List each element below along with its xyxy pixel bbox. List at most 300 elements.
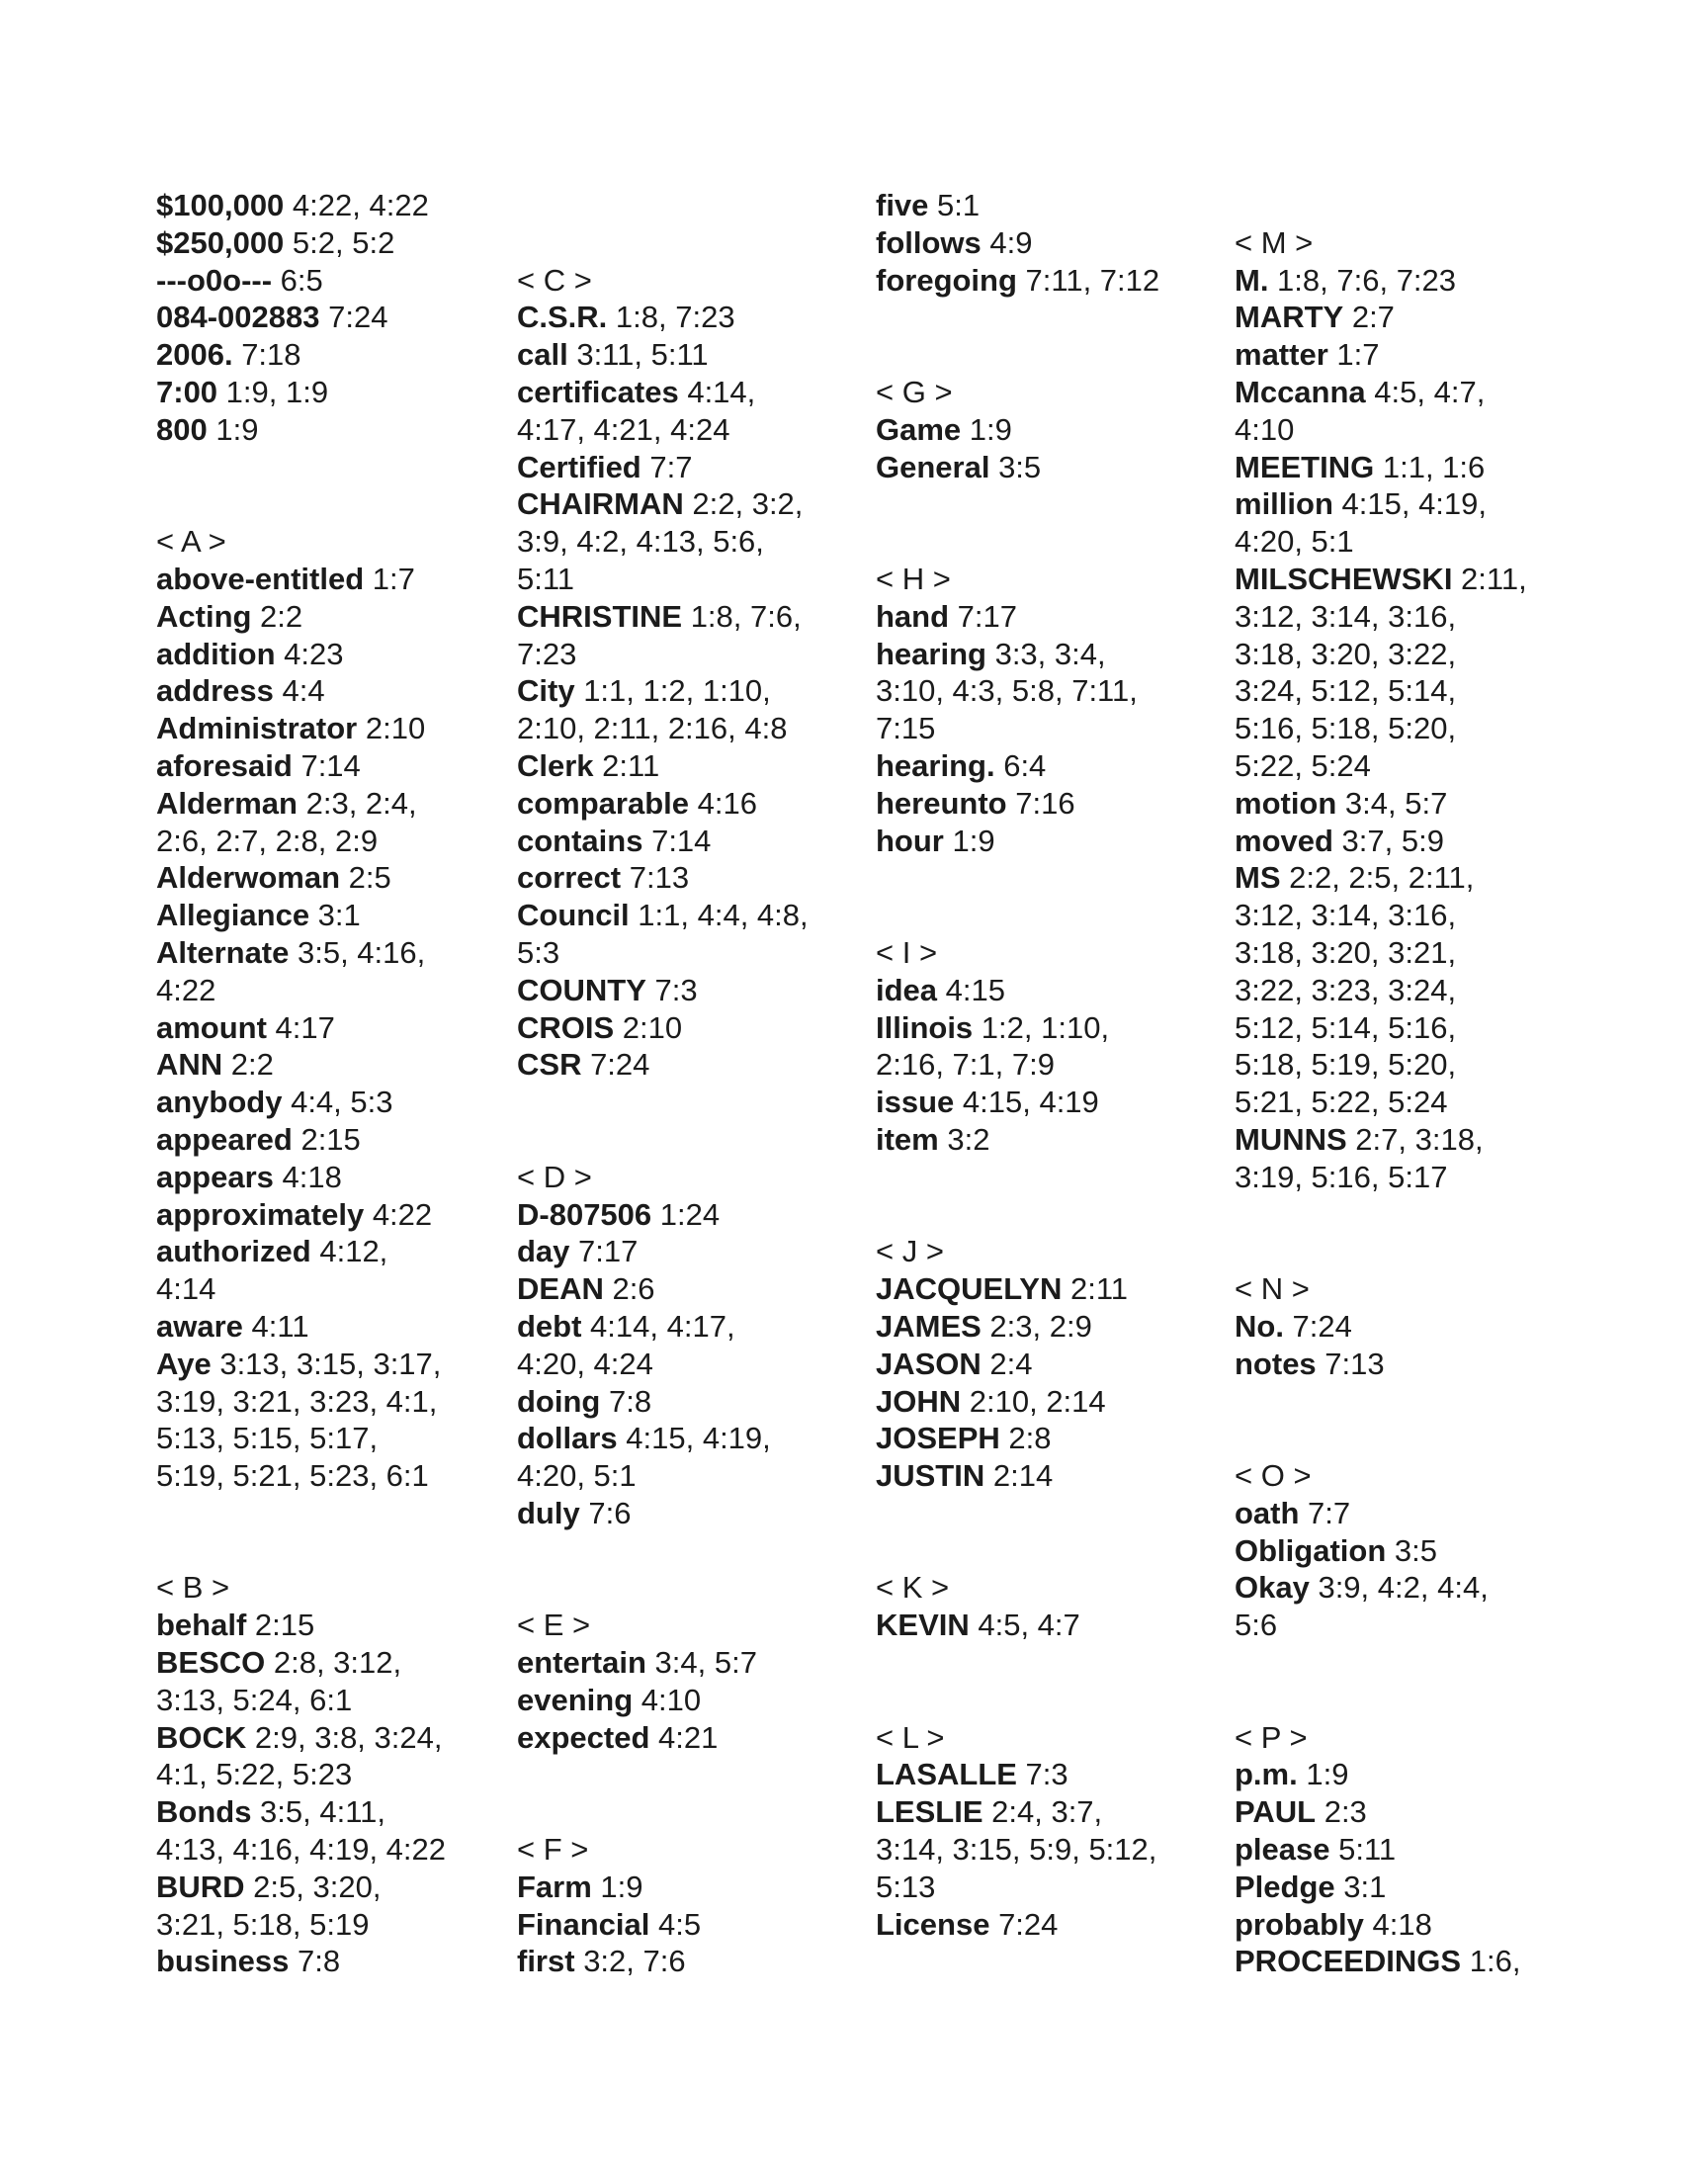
- page-line-refs: 3:21, 5:18, 5:19: [156, 1906, 370, 1942]
- index-term: LASALLE: [876, 1757, 1017, 1792]
- blank-line: [876, 1532, 1232, 1570]
- index-entry-continuation: [156, 972, 512, 1009]
- index-entry: [876, 972, 1232, 1009]
- index-entry: [156, 1233, 512, 1270]
- page-line-refs: 1:8, 7:6,: [682, 598, 802, 634]
- index-entry: [517, 1420, 873, 1457]
- page-line-refs: 4:10: [1235, 411, 1295, 447]
- page-line-refs: 4:4: [273, 673, 325, 709]
- index-term: Bonds: [156, 1794, 252, 1830]
- index-term: Alternate: [156, 934, 290, 970]
- index-entry: [517, 1270, 873, 1308]
- index-entry-continuation: [517, 523, 873, 561]
- index-entry-continuation: [156, 1457, 512, 1495]
- index-entry: [156, 1719, 512, 1757]
- index-term: 7:00: [156, 374, 218, 409]
- index-term: Administrator: [156, 711, 358, 746]
- index-term: MUNNS: [1235, 1121, 1347, 1157]
- index-entry-continuation: [1235, 523, 1610, 561]
- page-line-refs: 4:5, 4:7,: [1365, 374, 1486, 409]
- section-letter-header: [876, 1719, 1232, 1757]
- index-entry: [1235, 262, 1610, 300]
- page-line-refs: 2:16, 7:1, 7:9: [876, 1047, 1055, 1083]
- index-term: duly: [517, 1495, 580, 1530]
- section-letter: < G >: [876, 374, 953, 409]
- page-line-refs: 3:19, 5:16, 5:17: [1235, 1159, 1448, 1194]
- page-line-refs: 5:19, 5:21, 5:23, 6:1: [156, 1458, 429, 1494]
- page-line-refs: 3:1: [1334, 1869, 1387, 1904]
- index-entry: [156, 561, 512, 598]
- index-entry: [876, 1308, 1232, 1346]
- index-term: 800: [156, 411, 208, 447]
- page-line-refs: 2:8: [999, 1421, 1052, 1456]
- page-line-refs: 6:5: [272, 262, 323, 298]
- section-letter-header: [876, 1569, 1232, 1607]
- index-entry: [876, 411, 1232, 449]
- index-entry: [876, 823, 1232, 860]
- index-entry: [517, 299, 873, 336]
- index-entry-continuation: [1235, 598, 1610, 636]
- blank-line: [876, 897, 1232, 934]
- index-entry: [876, 1457, 1232, 1495]
- index-term: PROCEEDINGS: [1235, 1944, 1462, 1979]
- page-line-refs: 7:24: [581, 1047, 650, 1083]
- page-line-refs: 5:13: [876, 1869, 936, 1904]
- index-entry: [876, 1346, 1232, 1383]
- index-term: Mccanna: [1235, 374, 1366, 409]
- blank-line: [876, 1495, 1232, 1532]
- index-term: 084-002883: [156, 300, 320, 335]
- page-line-refs: 3:3, 3:4,: [985, 636, 1106, 671]
- page-line-refs: 1:9: [207, 411, 259, 447]
- page-line-refs: 3:5: [989, 449, 1042, 484]
- index-entry-continuation: [1235, 934, 1610, 972]
- index-term: MILSCHEWSKI: [1235, 561, 1453, 596]
- index-column-4: [1235, 187, 1610, 1980]
- index-entry: [517, 1869, 873, 1906]
- page-line-refs: 2:6: [603, 1271, 655, 1307]
- page-line-refs: 4:17, 4:21, 4:24: [517, 411, 730, 447]
- index-entry: [156, 672, 512, 710]
- page-line-refs: 2:11: [593, 747, 660, 783]
- index-term: hand: [876, 598, 950, 634]
- index-entry-continuation: [156, 823, 512, 860]
- index-term: aforesaid: [156, 747, 293, 783]
- index-term: above-entitled: [156, 561, 365, 596]
- index-entry: [1235, 1569, 1610, 1607]
- page-line-refs: 4:18: [1363, 1906, 1432, 1942]
- index-term: PAUL: [1235, 1794, 1317, 1830]
- page-line-refs: 5:1: [928, 188, 981, 222]
- index-entry: [517, 449, 873, 486]
- index-entry: [1235, 823, 1610, 860]
- page-line-refs: 2:3, 2:9: [981, 1308, 1092, 1344]
- index-entry: [876, 1420, 1232, 1457]
- index-term: hearing.: [876, 747, 995, 783]
- index-term: authorized: [156, 1234, 311, 1269]
- page-line-refs: 2:7, 3:18,: [1346, 1121, 1484, 1157]
- page-line-refs: 3:11, 5:11: [567, 337, 709, 373]
- page-line-refs: 4:17: [266, 1009, 335, 1045]
- page-line-refs: 1:9: [591, 1869, 643, 1904]
- index-term: $250,000: [156, 224, 285, 260]
- index-entry: [156, 710, 512, 747]
- index-term: MARTY: [1235, 300, 1344, 335]
- page-line-refs: 1:2, 1:10,: [973, 1009, 1110, 1045]
- blank-line: [156, 485, 512, 523]
- page-line-refs: 7:7: [640, 449, 693, 484]
- index-term: business: [156, 1944, 290, 1979]
- page-line-refs: 4:15, 4:19: [954, 1085, 1099, 1120]
- page-line-refs: 4:21: [649, 1719, 719, 1755]
- index-entry: [876, 636, 1232, 673]
- index-term: certificates: [517, 374, 679, 409]
- index-term: matter: [1235, 337, 1328, 373]
- page-line-refs: 3:22, 3:23, 3:24,: [1235, 972, 1457, 1007]
- page-line-refs: 3:5: [1386, 1532, 1437, 1568]
- index-entry-continuation: [517, 934, 873, 972]
- index-entry: [517, 1943, 873, 1980]
- index-entry: [517, 823, 873, 860]
- page-line-refs: 2:5: [340, 860, 391, 896]
- index-entry: [876, 1607, 1232, 1644]
- index-term: foregoing: [876, 262, 1017, 298]
- index-entry: [876, 1270, 1232, 1308]
- index-entry-continuation: [1235, 1607, 1610, 1644]
- page-line-refs: 4:22: [156, 972, 216, 1007]
- index-term: CHAIRMAN: [517, 486, 684, 522]
- index-entry: [156, 411, 512, 449]
- index-entry: [156, 1793, 512, 1831]
- section-letter: < A >: [156, 524, 226, 560]
- index-term: million: [1235, 486, 1333, 522]
- index-term: motion: [1235, 785, 1337, 821]
- index-term: please: [1235, 1832, 1330, 1868]
- index-entry: [517, 1308, 873, 1346]
- index-term: General: [876, 449, 990, 484]
- index-term: appears: [156, 1159, 274, 1194]
- section-letter-header: [156, 1569, 512, 1607]
- blank-line: [517, 1793, 873, 1831]
- index-entry-continuation: [1235, 1084, 1610, 1121]
- index-term: Alderwoman: [156, 860, 341, 896]
- index-term: follows: [876, 224, 982, 260]
- index-term: Allegiance: [156, 898, 310, 933]
- index-entry: [156, 187, 512, 224]
- index-entry: [1235, 1869, 1610, 1906]
- index-entry: [1235, 859, 1610, 897]
- page-line-refs: 5:11: [517, 561, 575, 596]
- page-line-refs: 3:18, 3:20, 3:22,: [1235, 636, 1457, 671]
- page-line-refs: 3:7, 5:9: [1332, 823, 1444, 858]
- page-line-refs: 4:11: [242, 1308, 309, 1344]
- page-line-refs: 4:9: [981, 224, 1033, 260]
- index-term: approximately: [156, 1196, 365, 1232]
- index-term: JASON: [876, 1346, 982, 1381]
- section-letter-header: [876, 561, 1232, 598]
- page-line-refs: 1:24: [651, 1196, 721, 1232]
- index-entry: [517, 1682, 873, 1719]
- page-line-refs: 4:20, 5:1: [517, 1458, 637, 1494]
- page-line-refs: 4:12,: [310, 1234, 388, 1269]
- page-line-refs: 3:5, 4:11,: [251, 1794, 386, 1830]
- page-line-refs: 4:15, 4:19,: [617, 1421, 771, 1456]
- blank-line: [517, 1532, 873, 1570]
- index-entry: [1235, 1121, 1610, 1159]
- page-line-refs: 7:17: [949, 598, 1018, 634]
- page-line-refs: 1:9: [943, 823, 995, 858]
- index-entry: [156, 336, 512, 374]
- page-line-refs: 3:5, 4:16,: [289, 934, 426, 970]
- page-line-refs: 7:8: [600, 1383, 652, 1419]
- blank-line: [876, 1196, 1232, 1234]
- index-entry-continuation: [517, 1457, 873, 1495]
- index-term: hearing: [876, 636, 986, 671]
- index-entry-continuation: [517, 636, 873, 673]
- index-entry: [156, 1196, 512, 1234]
- page-line-refs: 7:8: [289, 1944, 341, 1979]
- index-term: day: [517, 1234, 570, 1269]
- page-line-refs: 4:20, 4:24: [517, 1346, 653, 1381]
- page-line-refs: 2:4: [981, 1346, 1033, 1381]
- page-line-refs: 3:2, 7:6: [574, 1944, 686, 1979]
- page-line-refs: 2:4, 3:7,: [982, 1794, 1103, 1830]
- index-term: Clerk: [517, 747, 594, 783]
- page-line-refs: 2:3: [1316, 1794, 1367, 1830]
- index-term: 2006.: [156, 337, 233, 373]
- page-line-refs: 3:12, 3:14, 3:16,: [1235, 598, 1457, 634]
- index-entry: [1235, 449, 1610, 486]
- page-line-refs: 3:14, 3:15, 5:9, 5:12,: [876, 1832, 1157, 1868]
- page-line-refs: 7:24: [989, 1906, 1059, 1942]
- index-entry-continuation: [1235, 672, 1610, 710]
- blank-line: [876, 523, 1232, 561]
- index-term: CROIS: [517, 1009, 615, 1045]
- index-term: M.: [1235, 262, 1269, 298]
- section-letter: < D >: [517, 1159, 592, 1194]
- index-entry: [156, 934, 512, 972]
- index-entry: [517, 672, 873, 710]
- index-term: Certified: [517, 449, 641, 484]
- blank-line: [1235, 1420, 1610, 1457]
- index-term: idea: [876, 972, 938, 1007]
- index-term: oath: [1235, 1495, 1300, 1530]
- index-term: DEAN: [517, 1271, 604, 1307]
- page-line-refs: 1:1, 1:2, 1:10,: [574, 673, 771, 709]
- page-line-refs: 2:10, 2:11, 2:16, 4:8: [517, 711, 788, 746]
- blank-line: [876, 859, 1232, 897]
- index-term: JOSEPH: [876, 1421, 1000, 1456]
- index-entry: [517, 897, 873, 934]
- blank-line: [876, 1682, 1232, 1719]
- index-entry: [517, 485, 873, 523]
- index-term: $100,000: [156, 188, 285, 222]
- page-line-refs: 1:7: [1327, 337, 1380, 373]
- index-term: MEETING: [1235, 449, 1375, 484]
- page-line-refs: 3:9, 4:2, 4:4,: [1309, 1570, 1489, 1606]
- page-line-refs: 2:2, 3:2,: [683, 486, 804, 522]
- page-line-refs: 1:7: [364, 561, 415, 596]
- index-entry: [517, 1196, 873, 1234]
- index-term: issue: [876, 1085, 955, 1120]
- index-term: dollars: [517, 1421, 618, 1456]
- page-line-refs: 4:16: [689, 785, 757, 821]
- index-term: CHRISTINE: [517, 598, 683, 634]
- index-entry-continuation: [156, 1420, 512, 1457]
- index-term: comparable: [517, 785, 690, 821]
- index-term: Council: [517, 898, 630, 933]
- page-line-refs: 1:9: [1297, 1757, 1349, 1792]
- section-letter-header: [876, 1233, 1232, 1270]
- page-line-refs: 5:13, 5:15, 5:17,: [156, 1421, 379, 1456]
- index-term: addition: [156, 636, 276, 671]
- page-line-refs: 7:16: [1006, 785, 1075, 821]
- section-letter: < P >: [1235, 1719, 1308, 1755]
- blank-line: [1235, 1383, 1610, 1421]
- page-line-refs: 2:5, 3:20,: [244, 1869, 382, 1904]
- index-term: behalf: [156, 1608, 247, 1643]
- page-line-refs: 7:13: [621, 860, 690, 896]
- section-letter: < L >: [876, 1719, 945, 1755]
- page-line-refs: 5:12, 5:14, 5:16,: [1235, 1009, 1457, 1045]
- index-term: ANN: [156, 1047, 223, 1083]
- page-line-refs: 2:3, 2:4,: [297, 785, 417, 821]
- page-line-refs: 4:23: [275, 636, 344, 671]
- blank-line: [1235, 187, 1610, 224]
- index-term: JOHN: [876, 1383, 962, 1419]
- blank-line: [156, 449, 512, 486]
- page-line-refs: 5:3: [517, 934, 560, 970]
- index-entry: [156, 1644, 512, 1682]
- blank-line: [876, 1159, 1232, 1196]
- page-line-refs: 2:15: [246, 1608, 315, 1643]
- index-entry: [156, 262, 512, 300]
- index-term: LESLIE: [876, 1794, 983, 1830]
- page-line-refs: 3:1: [309, 898, 361, 933]
- page-line-refs: 4:22, 4:22: [284, 188, 429, 222]
- index-entry: [156, 374, 512, 411]
- page-line-refs: 4:14: [156, 1271, 216, 1307]
- page-line-refs: 4:5: [649, 1906, 702, 1942]
- index-entry: [1235, 561, 1610, 598]
- index-entry: [876, 1084, 1232, 1121]
- index-entry-continuation: [1235, 636, 1610, 673]
- section-letter: < B >: [156, 1570, 230, 1606]
- index-entry: [876, 1383, 1232, 1421]
- section-letter: < E >: [517, 1608, 591, 1643]
- page-line-refs: 4:15: [937, 972, 1005, 1007]
- index-entry: [876, 1009, 1232, 1047]
- blank-line: [517, 1121, 873, 1159]
- index-entry: [876, 187, 1232, 224]
- index-entry: [517, 1383, 873, 1421]
- index-entry: [156, 859, 512, 897]
- index-entry: [876, 1906, 1232, 1944]
- index-term: hour: [876, 823, 944, 858]
- index-term: JAMES: [876, 1308, 982, 1344]
- page-line-refs: 1:8, 7:23: [607, 300, 735, 335]
- index-term: City: [517, 673, 575, 709]
- index-entry: [156, 1046, 512, 1084]
- page-line-refs: 4:5, 4:7: [969, 1608, 1080, 1643]
- index-entry-continuation: [1235, 1159, 1610, 1196]
- index-entry-continuation: [876, 1869, 1232, 1906]
- page-line-refs: 5:6: [1235, 1608, 1278, 1643]
- page-line-refs: 4:13, 4:16, 4:19, 4:22: [156, 1832, 447, 1868]
- page-line-refs: 3:4, 5:7: [1336, 785, 1448, 821]
- page-line-refs: 7:11, 7:12: [1016, 262, 1160, 298]
- index-entry: [517, 1719, 873, 1757]
- blank-line: [876, 1644, 1232, 1682]
- index-term: KEVIN: [876, 1608, 970, 1643]
- index-entry-continuation: [156, 1383, 512, 1421]
- index-term: aware: [156, 1308, 243, 1344]
- section-letter: < I >: [876, 934, 938, 970]
- section-letter-header: [876, 934, 1232, 972]
- index-term: item: [876, 1121, 939, 1157]
- index-entry: [876, 449, 1232, 486]
- section-letter-header: [1235, 1457, 1610, 1495]
- index-term: address: [156, 673, 274, 709]
- page-line-refs: 2:11: [1062, 1271, 1129, 1307]
- index-entry: [156, 598, 512, 636]
- page-line-refs: 7:14: [292, 747, 361, 783]
- index-term: MS: [1235, 860, 1281, 896]
- index-entry: [1235, 1793, 1610, 1831]
- blank-line: [517, 1569, 873, 1607]
- index-entry-continuation: [156, 1682, 512, 1719]
- index-term: JUSTIN: [876, 1458, 985, 1494]
- blank-line: [517, 187, 873, 224]
- page-line-refs: 1:1, 1:6: [1374, 449, 1486, 484]
- index-entry-continuation: [1235, 747, 1610, 785]
- index-entry-continuation: [156, 1831, 512, 1869]
- page-line-refs: 5:2, 5:2: [284, 224, 395, 260]
- page-line-refs: 2:10, 2:14: [961, 1383, 1106, 1419]
- page-line-refs: 7:13: [1316, 1346, 1385, 1381]
- index-term: amount: [156, 1009, 267, 1045]
- blank-line: [517, 1756, 873, 1793]
- index-term: probably: [1235, 1906, 1364, 1942]
- index-entry: [1235, 1756, 1610, 1793]
- section-letter-header: [517, 262, 873, 300]
- blank-line: [517, 224, 873, 262]
- section-letter-header: [1235, 1719, 1610, 1757]
- index-term: entertain: [517, 1645, 646, 1681]
- page-line-refs: 3:18, 3:20, 3:21,: [1235, 934, 1457, 970]
- index-entry-continuation: [156, 1906, 512, 1944]
- index-entry: [156, 1607, 512, 1644]
- page-line-refs: 4:20, 5:1: [1235, 524, 1354, 560]
- page-line-refs: 7:14: [642, 823, 712, 858]
- index-term: first: [517, 1944, 575, 1979]
- index-entry: [517, 859, 873, 897]
- index-entry: [156, 897, 512, 934]
- section-letter: < N >: [1235, 1271, 1310, 1307]
- page-line-refs: 3:13, 5:24, 6:1: [156, 1682, 353, 1717]
- section-letter-header: [517, 1607, 873, 1644]
- page-line-refs: 1:6,: [1461, 1944, 1521, 1979]
- blank-line: [156, 1495, 512, 1532]
- page-line-refs: 7:15: [876, 711, 936, 746]
- index-entry: [517, 747, 873, 785]
- index-entry: [1235, 1495, 1610, 1532]
- index-entry: [876, 224, 1232, 262]
- index-entry: [1235, 374, 1610, 411]
- index-term: evening: [517, 1682, 634, 1717]
- index-term: doing: [517, 1383, 601, 1419]
- index-entry: [156, 636, 512, 673]
